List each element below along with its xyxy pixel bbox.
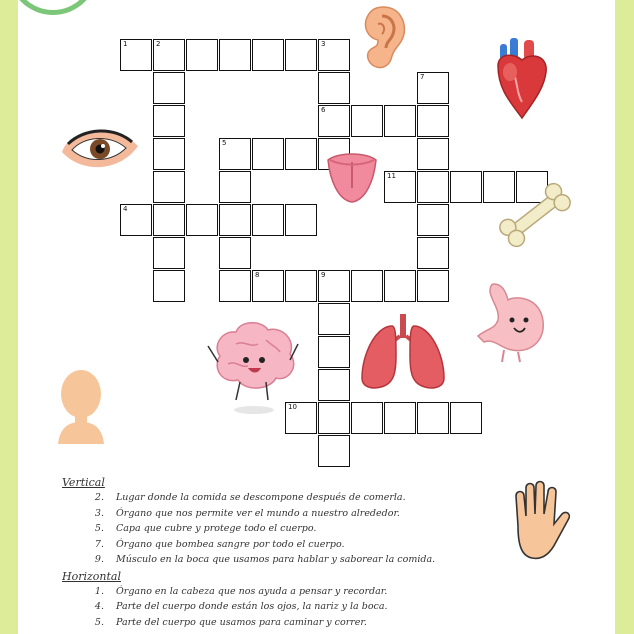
crossword-cell[interactable] [318,369,350,401]
crossword-cell[interactable] [417,72,449,104]
vertical-clues [62,490,512,568]
crossword-cell[interactable] [186,39,218,71]
crossword-cell[interactable] [384,270,416,302]
crossword-cell[interactable] [318,270,350,302]
crossword-cell[interactable] [285,204,317,236]
crossword-cell[interactable] [219,171,251,203]
crossword-cell[interactable] [384,105,416,137]
clue-number: 5 [222,139,227,147]
crossword-cell[interactable] [417,204,449,236]
tongue-icon [322,150,382,206]
crossword-cell[interactable] [417,105,449,137]
head-icon [56,366,106,444]
crossword-cell[interactable] [219,270,251,302]
crossword-cell[interactable] [417,270,449,302]
horizontal-title: Horizontal [62,569,121,583]
crossword-cell[interactable] [219,39,251,71]
crossword-cell[interactable] [219,204,251,236]
crossword-cell[interactable] [318,336,350,368]
clue-number: 7 [420,73,425,81]
clue-horizontal-5: 5. Parte del cuerpo que usamos para caminar y correr. [94,616,367,628]
ear-icon [358,4,408,72]
stomach-icon [474,280,556,364]
horizontal-clues [62,584,512,631]
lungs-icon [358,312,448,392]
crossword-cell[interactable] [318,402,350,434]
brain-icon [206,316,302,418]
clue-number: 11 [387,172,396,180]
crossword-cell[interactable] [153,237,185,269]
clue-vertical-3: 3. Órgano que nos permite ver el mundo a nuestro alrededor. [94,507,400,519]
crossword-cell[interactable] [186,204,218,236]
crossword-cell[interactable] [252,138,284,170]
bone-icon [494,178,576,252]
crossword-cell[interactable] [285,39,317,71]
crossword-cell[interactable] [318,105,350,137]
clue-number: 10 [288,403,297,411]
crossword-cell[interactable] [318,39,350,71]
crossword-cell[interactable] [153,39,185,71]
crossword-cell[interactable] [318,435,350,467]
clue-vertical-9: 9. Músculo en la boca que usamos para hablar y saborear la comida. [94,554,436,565]
crossword-cell[interactable] [384,402,416,434]
crossword-cell[interactable] [450,171,482,203]
clue-vertical-5: 5. Capa que cubre y protege todo el cuerpo. [94,523,317,534]
crossword-cell[interactable] [384,171,416,203]
crossword-cell[interactable] [153,72,185,104]
clue-horizontal-1: 1. Órgano en la cabeza que nos ayuda a pensar y recordar. [94,585,388,597]
clue-number: 8 [255,271,260,279]
crossword-cell[interactable] [351,402,383,434]
crossword-cell[interactable] [318,303,350,335]
crossword-cell[interactable] [219,237,251,269]
clue-horizontal-4: 4. Parte del cuerpo donde están los ojos, la nariz y la boca. [94,601,388,612]
crossword-cell[interactable] [252,270,284,302]
vertical-title: Vertical [62,476,105,489]
crossword-cell[interactable] [153,204,185,236]
crossword-cell[interactable] [120,39,152,71]
hand-icon [504,480,574,562]
crossword-cell[interactable] [285,138,317,170]
decorative-arc [8,0,98,15]
crossword-cell[interactable] [417,138,449,170]
crossword-cell[interactable] [252,39,284,71]
clue-vertical-2: 2. Lugar donde la comida se descompone después de comerla. [94,492,406,503]
crossword-cell[interactable] [153,171,185,203]
crossword-cell[interactable] [153,105,185,137]
crossword-cell[interactable] [417,237,449,269]
clue-number: 9 [321,271,326,279]
clues-section [62,476,512,630]
crossword-cell[interactable] [219,138,251,170]
clue-number: 4 [123,205,128,213]
crossword-cell[interactable] [153,138,185,170]
clue-number: 3 [321,40,326,48]
eye-icon [60,122,140,174]
crossword-cell[interactable] [153,270,185,302]
crossword-cell[interactable] [252,204,284,236]
crossword-cell[interactable] [285,270,317,302]
crossword-cell[interactable] [417,171,449,203]
crossword-cell[interactable] [417,402,449,434]
crossword-cell[interactable] [318,72,350,104]
crossword-cell[interactable] [351,270,383,302]
clue-number: 6 [321,106,326,114]
clue-vertical-7: 7. Órgano que bombea sangre por todo el cuerpo. [94,538,345,550]
clue-number: 2 [156,40,161,48]
crossword-cell[interactable] [120,204,152,236]
crossword-cell[interactable] [351,105,383,137]
clue-number: 1 [123,40,128,48]
crossword-cell[interactable] [450,402,482,434]
heart-icon [490,36,554,126]
